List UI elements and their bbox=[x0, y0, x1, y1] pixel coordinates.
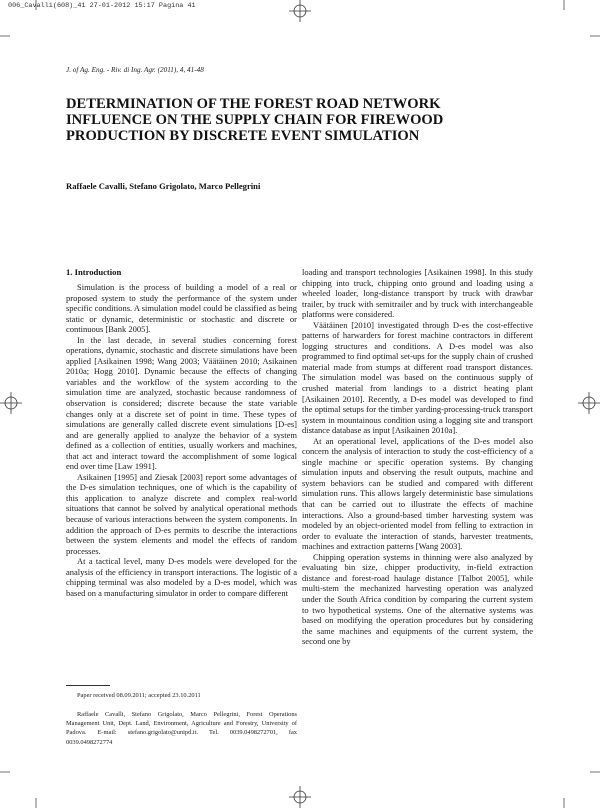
journal-reference: J. of Ag. Eng. - Riv. di Ing. Agr. (2011), 4, 41-48 bbox=[66, 66, 204, 74]
title-line: INFLUENCE ON THE SUPPLY CHAIN FOR FIREWOOD bbox=[66, 112, 444, 129]
footnote-affiliation-text: Raffaele Cavalli, Stefano Grigolato, Marco Pellegrini, Forest Operations Management Unit, Dept. Land, Environment, Agriculture and Forestry, University of Padova. E-mail: stefano.grigolato@unipd.it. Tel. 0039.0498272701, fax 0039.0498272774 bbox=[66, 711, 297, 746]
crop-mark-bottom-right bbox=[560, 768, 600, 808]
section-heading: 1. Introduction bbox=[66, 267, 122, 277]
crop-mark-top-left bbox=[0, 0, 40, 40]
registration-mark-top bbox=[289, 0, 311, 22]
title-line: PRODUCTION BY DISCRETE EVENT SIMULATION bbox=[66, 128, 420, 145]
title-line: DETERMINATION OF THE FOREST ROAD NETWORK bbox=[66, 96, 441, 112]
registration-mark-right bbox=[578, 392, 600, 414]
footnote-divider bbox=[66, 685, 110, 686]
body-paragraph: loading and transport technologies [Asikainen 1998]. In this study chipping into truck, chipping onto ground and loading using a wheeled loader, long-distance transport by truck with drawbar trailer, by truck with semitrailer and by truck with interchangeable platforms were considered. bbox=[302, 267, 533, 320]
registration-mark-bottom bbox=[289, 786, 311, 808]
author-list: Raffaele Cavalli, Stefano Grigolato, Marco Pellegrini bbox=[66, 181, 261, 191]
paper-title bbox=[66, 96, 536, 145]
footnote-affiliation bbox=[66, 710, 297, 747]
body-paragraph: Simulation is the process of building a model of a real or proposed system to study the performance of the system under specific conditions. A simulation model could be classified as being static or dynamic, deterministic or stochastic and discrete or continuous [Bank 2005]. bbox=[66, 282, 297, 335]
registration-mark-left bbox=[0, 392, 22, 414]
body-paragraph: At an operational level, applications of the D-es model also concern the analysis of interaction to study the cost-efficiency of a single machine or specific operation systems. By changing simulation inputs and observing the result outputs, machine and system behaviors can be studied and compared with different simulation runs. This allows largely deterministic base simulations that can be carried out to illustrate the effects of machine interactions. Also a ground-based timber harvesting system was modeled by an object-oriented model from felling to extraction in order to evaluate the interaction of stands, harvester treatments, machines and extraction patterns [Wang 2003]. bbox=[302, 435, 533, 552]
crop-mark-bottom-left bbox=[0, 768, 40, 808]
body-paragraph: Asikainen [1995] and Ziesak [2003] report some advantages of the D-es simulation techniques, one of which is the capability of this application to analyze discrete and complex real-world situations that cannot be solved by analytical operational methods because of various interactions between the system components. In addition the approach of D-es permits to describe the interactions between the system elements and model the effects of random processes. bbox=[66, 471, 297, 556]
body-paragraph: At a tactical level, many D-es models were developed for the analysis of the efficiency in transport interactions. The logistic of a chipping terminal was also modeled by a D-es model, which was based on a manufacturing simulator in order to compare different bbox=[66, 556, 297, 598]
print-slug-line: 006_Cavalli(608)_41 27-01-2012 15:17 Pagina 41 bbox=[8, 2, 196, 10]
body-paragraph: Väätäinen [2010] investigated through D-es the cost-effective patterns of harwarders for forest machine contractors in different logging structures and conditions. A D-es model was also programmed to find optimal set-ups for the supply chain of crushed material made from stumps at different road transport distances. The simulation model was based on the continuous supply of crushed material from landings to a district heating plant [Asikainen 2010]. Recently, a D-es model was developed to find the optimal setups for the timber yarding-processing-truck transport system in mountainous condition using a logging site and transport distance database as input [Asikainen 2010a]. bbox=[302, 319, 533, 436]
left-column bbox=[66, 282, 297, 598]
right-column bbox=[302, 267, 533, 647]
body-paragraph: Chipping operation systems in thinning were also analyzed by evaluating bin size, chipper productivity, in-field extraction distance and forest-road haulage distance [Talbot 2005], while multi-stem the mechanized harvesting operation was analyzed under the South Africa condition by comparing the current system to two hypothetical systems. One of the alternative systems was based on modifying the operation procedures but by considering the same machines and equipments of the current system, the second one by bbox=[302, 551, 533, 647]
body-paragraph: In the last decade, in several studies concerning forest operations, dynamic, stochastic and discrete simulations have been applied [Asikainen 1998; Wang 2003; Väätäinen 2010; Asikainen 2010a; Hogg 2010]. Dynamic because the effects of changing variables and the workflow of the system according to the simulation time are analyzed, stochastic because randomness of observation is considered; discrete because the state variable changes only at a discrete set of point in time. These types of simulations are generally called discrete event simulations [D-es] and are generally applied to analyze the behavior of a system defined as a collection of entities, usually workers and machines, that act and interact toward the accomplishment of some logical end over time [Law 1991]. bbox=[66, 334, 297, 472]
footnote-received-date: Paper received 08.09.2011; accepted 23.10.2011 bbox=[77, 692, 201, 699]
crop-mark-top-right bbox=[560, 0, 600, 40]
